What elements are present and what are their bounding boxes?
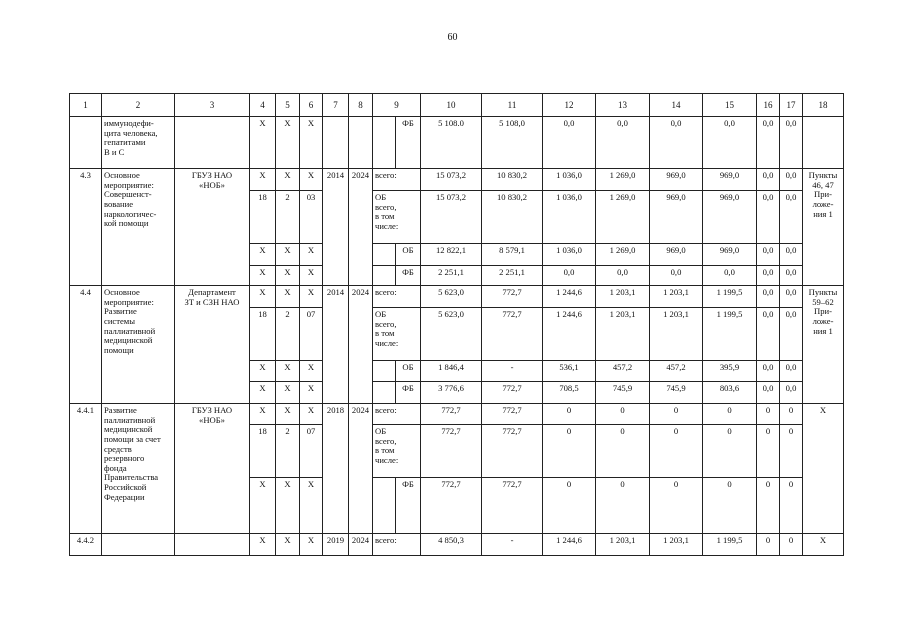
code-cell: 18 (250, 191, 276, 244)
source-cell: всего: (373, 286, 421, 308)
row-number: 4.4.2 (70, 534, 102, 556)
value-cell: 1 244,6 (543, 534, 596, 556)
activity-name: Основное мероприятие: Совершенст- вование наркологичес- кой помощи (102, 169, 175, 286)
value-cell: 2 251,1 (482, 266, 543, 286)
value-cell: 1 269,0 (596, 169, 650, 191)
executor (175, 534, 250, 556)
code-cell: 03 (300, 191, 323, 244)
executor: Департамент ЗТ и СЗН НАО (175, 286, 250, 404)
code-cell: X (250, 478, 276, 534)
source-cell: ОБ всего, в том числе: (373, 308, 421, 361)
code-cell: X (300, 266, 323, 286)
note-cell (803, 117, 844, 169)
source-cell: всего: (373, 404, 421, 425)
code-cell: X (250, 169, 276, 191)
source-blank (373, 478, 396, 534)
value-cell: 1 199,5 (703, 534, 757, 556)
year-end (349, 117, 373, 169)
value-cell: - (482, 534, 543, 556)
year-end: 2024 (349, 169, 373, 286)
header-cell: 15 (703, 94, 757, 117)
code-cell: X (300, 534, 323, 556)
code-cell: X (250, 534, 276, 556)
activity-name: иммунодефи- цита человека, гепатитами В и С (102, 117, 175, 169)
row-number: 4.4 (70, 286, 102, 404)
source-cell: ФБ (396, 478, 421, 534)
code-cell: 2 (276, 425, 300, 478)
value-cell: 5 108,0 (482, 117, 543, 169)
value-cell: 0 (703, 425, 757, 478)
value-cell: 0,0 (596, 266, 650, 286)
value-cell: 0 (757, 425, 780, 478)
header-cell: 9 (373, 94, 421, 117)
header-cell: 4 (250, 94, 276, 117)
code-cell: X (276, 117, 300, 169)
value-cell: 1 036,0 (543, 169, 596, 191)
header-cell: 11 (482, 94, 543, 117)
code-cell: X (276, 534, 300, 556)
source-blank (373, 117, 396, 169)
value-cell: 457,2 (650, 361, 703, 382)
code-cell: X (300, 117, 323, 169)
value-cell: 457,2 (596, 361, 650, 382)
value-cell: 3 776,6 (421, 382, 482, 404)
year-start: 2014 (323, 169, 349, 286)
value-cell: 0 (650, 404, 703, 425)
code-cell: X (276, 244, 300, 266)
source-cell: ФБ (396, 266, 421, 286)
value-cell: 10 830,2 (482, 169, 543, 191)
table-row (70, 534, 844, 556)
value-cell: 0 (780, 534, 803, 556)
page-number: 60 (447, 32, 458, 43)
value-cell: 12 822,1 (421, 244, 482, 266)
value-cell: 0 (780, 404, 803, 425)
code-cell: X (250, 361, 276, 382)
note-cell: Пункты 46, 47 При- ложе- ния 1 (803, 169, 844, 286)
value-cell: 0 (757, 404, 780, 425)
value-cell: 2 251,1 (421, 266, 482, 286)
value-cell: 0 (543, 425, 596, 478)
source-cell: всего: (373, 169, 421, 191)
value-cell: 0,0 (780, 266, 803, 286)
value-cell: 536,1 (543, 361, 596, 382)
value-cell: 0 (596, 404, 650, 425)
header-cell: 10 (421, 94, 482, 117)
table-row (70, 286, 844, 308)
value-cell: 0 (650, 478, 703, 534)
value-cell: 0,0 (757, 382, 780, 404)
note-cell: X (803, 534, 844, 556)
code-cell: X (300, 361, 323, 382)
header-cell: 6 (300, 94, 323, 117)
value-cell: 1 036,0 (543, 244, 596, 266)
value-cell: 1 846,4 (421, 361, 482, 382)
row-number: 4.4.1 (70, 404, 102, 534)
value-cell: 15 073,2 (421, 169, 482, 191)
header-cell: 2 (102, 94, 175, 117)
value-cell: 745,9 (650, 382, 703, 404)
code-cell: X (300, 286, 323, 308)
table-row (70, 117, 844, 169)
executor: ГБУЗ НАО «НОБ» (175, 169, 250, 286)
value-cell: 772,7 (482, 308, 543, 361)
source-cell: ФБ (396, 382, 421, 404)
code-cell: X (276, 361, 300, 382)
value-cell: 969,0 (703, 191, 757, 244)
note-cell: X (803, 404, 844, 534)
header-cell: 8 (349, 94, 373, 117)
code-cell: 18 (250, 308, 276, 361)
year-start (323, 117, 349, 169)
value-cell: 0,0 (543, 266, 596, 286)
source-blank (373, 266, 396, 286)
header-cell: 5 (276, 94, 300, 117)
year-start: 2018 (323, 404, 349, 534)
header-cell: 13 (596, 94, 650, 117)
source-blank (373, 244, 396, 266)
value-cell: 772,7 (421, 425, 482, 478)
value-cell: 0 (703, 404, 757, 425)
year-start: 2019 (323, 534, 349, 556)
code-cell: X (300, 478, 323, 534)
source-blank (373, 361, 396, 382)
value-cell: 0,0 (757, 361, 780, 382)
table-row (70, 169, 844, 191)
code-cell: X (276, 266, 300, 286)
code-cell: X (250, 117, 276, 169)
row-number (70, 117, 102, 169)
header-cell: 1 (70, 94, 102, 117)
value-cell: 5 623,0 (421, 308, 482, 361)
header-cell: 17 (780, 94, 803, 117)
value-cell: 772,7 (482, 478, 543, 534)
header-cell: 12 (543, 94, 596, 117)
year-end: 2024 (349, 534, 373, 556)
executor: ГБУЗ НАО «НОБ» (175, 404, 250, 534)
code-cell: X (300, 244, 323, 266)
value-cell: 0,0 (780, 308, 803, 361)
value-cell: 969,0 (650, 169, 703, 191)
source-cell: всего: (373, 534, 421, 556)
value-cell: 0,0 (703, 117, 757, 169)
source-blank (373, 382, 396, 404)
code-cell: X (300, 382, 323, 404)
value-cell: 0 (596, 478, 650, 534)
value-cell: 0,0 (780, 191, 803, 244)
value-cell: 5 108.0 (421, 117, 482, 169)
value-cell: 708,5 (543, 382, 596, 404)
row-number: 4.3 (70, 169, 102, 286)
value-cell: 1 269,0 (596, 191, 650, 244)
value-cell: 0 (780, 478, 803, 534)
value-cell: 1 199,5 (703, 286, 757, 308)
value-cell: 1 203,1 (650, 286, 703, 308)
activity-name: Развитие паллиативной медицинской помощи за счет средств резервного фонда Правительства Российской Федерации (102, 404, 175, 534)
code-cell: X (276, 169, 300, 191)
value-cell: 0,0 (780, 244, 803, 266)
code-cell: X (250, 244, 276, 266)
value-cell: 0,0 (757, 286, 780, 308)
year-end: 2024 (349, 404, 373, 534)
value-cell: 969,0 (703, 244, 757, 266)
value-cell: 0 (757, 534, 780, 556)
value-cell: 0,0 (757, 117, 780, 169)
source-cell: ОБ (396, 244, 421, 266)
code-cell: X (276, 478, 300, 534)
value-cell: 0 (543, 478, 596, 534)
code-cell: 2 (276, 308, 300, 361)
value-cell: 0,0 (757, 169, 780, 191)
value-cell: 1 199,5 (703, 308, 757, 361)
value-cell: 0 (703, 478, 757, 534)
value-cell: 0,0 (780, 169, 803, 191)
year-end: 2024 (349, 286, 373, 404)
value-cell: 0,0 (703, 266, 757, 286)
value-cell: 803,6 (703, 382, 757, 404)
value-cell: 772,7 (421, 478, 482, 534)
value-cell: 10 830,2 (482, 191, 543, 244)
code-cell: X (250, 266, 276, 286)
value-cell: 1 203,1 (596, 308, 650, 361)
value-cell: 772,7 (482, 425, 543, 478)
value-cell: 772,7 (421, 404, 482, 425)
value-cell: 969,0 (650, 244, 703, 266)
header-cell: 7 (323, 94, 349, 117)
year-start: 2014 (323, 286, 349, 404)
code-cell: X (250, 286, 276, 308)
header-cell: 3 (175, 94, 250, 117)
table-row (70, 404, 844, 425)
note-cell: Пункты 59–62 При- ложе- ния 1 (803, 286, 844, 404)
code-cell: 2 (276, 191, 300, 244)
value-cell: 0,0 (780, 286, 803, 308)
value-cell: 0,0 (780, 117, 803, 169)
value-cell: 15 073,2 (421, 191, 482, 244)
executor (175, 117, 250, 169)
code-cell: X (250, 404, 276, 425)
value-cell: 0 (543, 404, 596, 425)
code-cell: 07 (300, 425, 323, 478)
value-cell: 772,7 (482, 382, 543, 404)
value-cell: 1 244,6 (543, 286, 596, 308)
value-cell: 745,9 (596, 382, 650, 404)
value-cell: 0,0 (780, 382, 803, 404)
code-cell: X (276, 382, 300, 404)
code-cell: X (250, 382, 276, 404)
value-cell: 0,0 (757, 244, 780, 266)
code-cell: 18 (250, 425, 276, 478)
value-cell: 395,9 (703, 361, 757, 382)
value-cell: 0,0 (543, 117, 596, 169)
header-row (70, 94, 844, 117)
value-cell: 1 269,0 (596, 244, 650, 266)
value-cell: 0 (780, 425, 803, 478)
value-cell: 0 (650, 425, 703, 478)
code-cell: X (276, 404, 300, 425)
value-cell: 0,0 (650, 117, 703, 169)
value-cell: 8 579,1 (482, 244, 543, 266)
source-cell: ОБ (396, 361, 421, 382)
source-cell: ФБ (396, 117, 421, 169)
value-cell: 772,7 (482, 286, 543, 308)
value-cell: - (482, 361, 543, 382)
value-cell: 4 850,3 (421, 534, 482, 556)
value-cell: 969,0 (703, 169, 757, 191)
source-cell: ОБ всего, в том числе: (373, 191, 421, 244)
header-cell: 14 (650, 94, 703, 117)
value-cell: 1 203,1 (596, 534, 650, 556)
value-cell: 0,0 (757, 308, 780, 361)
value-cell: 1 203,1 (596, 286, 650, 308)
header-cell: 18 (803, 94, 844, 117)
value-cell: 1 203,1 (650, 308, 703, 361)
budget-table (69, 93, 844, 556)
value-cell: 1 244,6 (543, 308, 596, 361)
value-cell: 0 (757, 478, 780, 534)
source-cell: ОБ всего, в том числе: (373, 425, 421, 478)
value-cell: 0,0 (757, 191, 780, 244)
code-cell: X (276, 286, 300, 308)
value-cell: 1 203,1 (650, 534, 703, 556)
value-cell: 0,0 (780, 361, 803, 382)
code-cell: 07 (300, 308, 323, 361)
header-cell: 16 (757, 94, 780, 117)
code-cell: X (300, 169, 323, 191)
value-cell: 969,0 (650, 191, 703, 244)
value-cell: 5 623,0 (421, 286, 482, 308)
value-cell: 0,0 (596, 117, 650, 169)
activity-name: Основное мероприятие: Развитие системы паллиативной медицинской помощи (102, 286, 175, 404)
value-cell: 772,7 (482, 404, 543, 425)
value-cell: 0,0 (650, 266, 703, 286)
value-cell: 0,0 (757, 266, 780, 286)
code-cell: X (300, 404, 323, 425)
value-cell: 1 036,0 (543, 191, 596, 244)
value-cell: 0 (596, 425, 650, 478)
activity-name (102, 534, 175, 556)
